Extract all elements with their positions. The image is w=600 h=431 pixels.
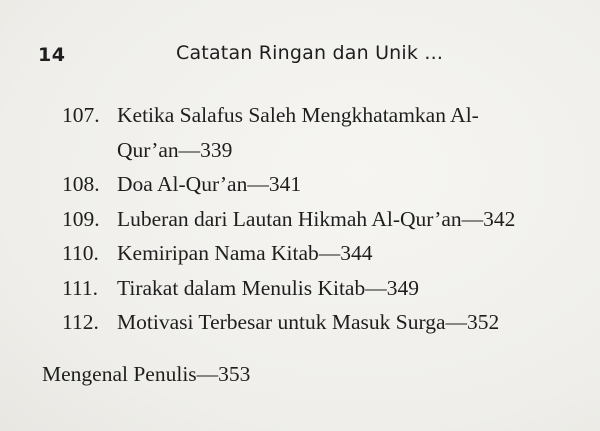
toc-entry-number: 109. — [62, 206, 100, 231]
toc-entry-109 — [0, 202, 600, 237]
toc-entry-107-continuation — [0, 133, 600, 168]
toc-entry-111 — [0, 271, 600, 306]
toc-entry-title: Qur’an—339 — [117, 137, 233, 162]
toc-entry-number: 110. — [62, 241, 99, 265]
toc-entry-title: Ketika Salafus Saleh Mengkhatamkan Al- — [117, 103, 479, 127]
toc-entry-title: Tirakat dalam Menulis Kitab—349 — [117, 275, 419, 300]
toc-entry-108 — [0, 167, 600, 202]
table-of-contents — [0, 98, 600, 340]
page-header — [0, 40, 600, 70]
running-title: Catatan Ringan dan Unik ... — [176, 42, 444, 64]
toc-entry-112 — [0, 305, 600, 340]
page-number: 14 — [38, 44, 66, 66]
toc-entry-title: Doa Al-Qur’an—341 — [117, 172, 302, 196]
toc-entry-title: Luberan dari Lautan Hikmah Al-Qur’an—342 — [117, 206, 516, 231]
toc-entry-number: 112. — [62, 310, 99, 334]
toc-appendix-entry: Mengenal Penulis—353 — [42, 362, 251, 386]
toc-entry-title: Kemiripan Nama Kitab—344 — [117, 241, 373, 265]
toc-entry-number: 111. — [62, 275, 99, 300]
toc-entry-title: Motivasi Terbesar untuk Masuk Surga—352 — [117, 310, 500, 334]
toc-entry-number: 107. — [62, 103, 100, 127]
toc-entry-110 — [0, 236, 600, 271]
toc-entry-number: 108. — [62, 172, 100, 196]
toc-entry-107 — [0, 98, 600, 133]
